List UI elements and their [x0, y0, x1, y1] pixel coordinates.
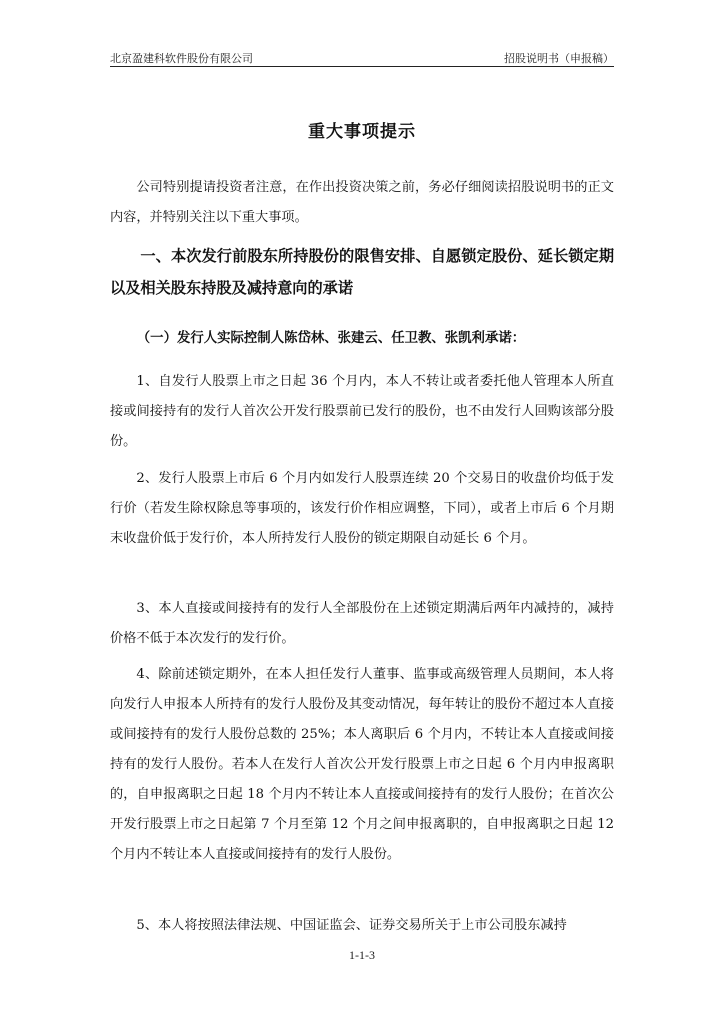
section-heading-1: 一、本次发行前股东所持股份的限售安排、自愿锁定股份、延长锁定期以及相关股东持股及减持意向的承诺: [110, 247, 614, 297]
header-company-name: 北京盈建科软件股份有限公司: [110, 52, 253, 65]
commitment-paragraph-4: 4、除前述锁定期外，在本人担任发行人董事、监事或高级管理人员期间，本人将向发行人申报本人所持有的发行人股份及其变动情况，每年转让的股份不超过本人直接或间接持有的发行人股份总数的 25%；本人离职后 6 个月内，不转让本人直接或间接持有的发行人股份。若本人在发行人首次公开发行股票上市之日起 6 个月内申报离职的，自申报离职之日起 18 个月内不转让本人直接或间接持有的发行人股份；在首次公开发行股票上市之日起第 7 个月至第 12 个月之间申报离职的，自申报离职之日起 12 个月内不转让本人直接或间接持有的发行人股份。: [110, 667, 614, 862]
subsection-heading-1: （一）发行人实际控制人陈岱林、张建云、任卫教、张凯利承诺：: [136, 331, 526, 346]
commitment-paragraph-3: 3、本人直接或间接持有的发行人全部股份在上述锁定期满后两年内减持的，减持价格不低于本次发行的发行价。: [110, 601, 614, 646]
page-title: 重大事项提示: [308, 122, 416, 142]
intro-paragraph: 公司特别提请投资者注意，在作出投资决策之前，务必仔细阅读招股说明书的正文内容，并特别关注以下重大事项。: [110, 180, 614, 225]
page-header: [110, 46, 614, 67]
page-number: 1-1-3: [349, 948, 375, 962]
commitment-paragraph-2: 2、发行人股票上市后 6 个月内如发行人股票连续 20 个交易日的收盘价均低于发行价（若发生除权除息等事项的，该发行价作相应调整，下同），或者上市后 6 个月期末收盘价低于发行价，本人所持发行人股份的锁定期限自动延长 6 个月。: [110, 471, 614, 546]
commitment-paragraph-5: 5、本人将按照法律法规、中国证监会、证券交易所关于上市公司股东减持: [136, 918, 567, 933]
commitment-paragraph-1: 1、自发行人股票上市之日起 36 个月内，本人不转让或者委托他人管理本人所直接或间接持有的发行人首次公开发行股票前已发行的股份，也不由发行人回购该部分股份。: [110, 374, 614, 449]
header-document-type: 招股说明书（申报稿）: [504, 52, 614, 65]
